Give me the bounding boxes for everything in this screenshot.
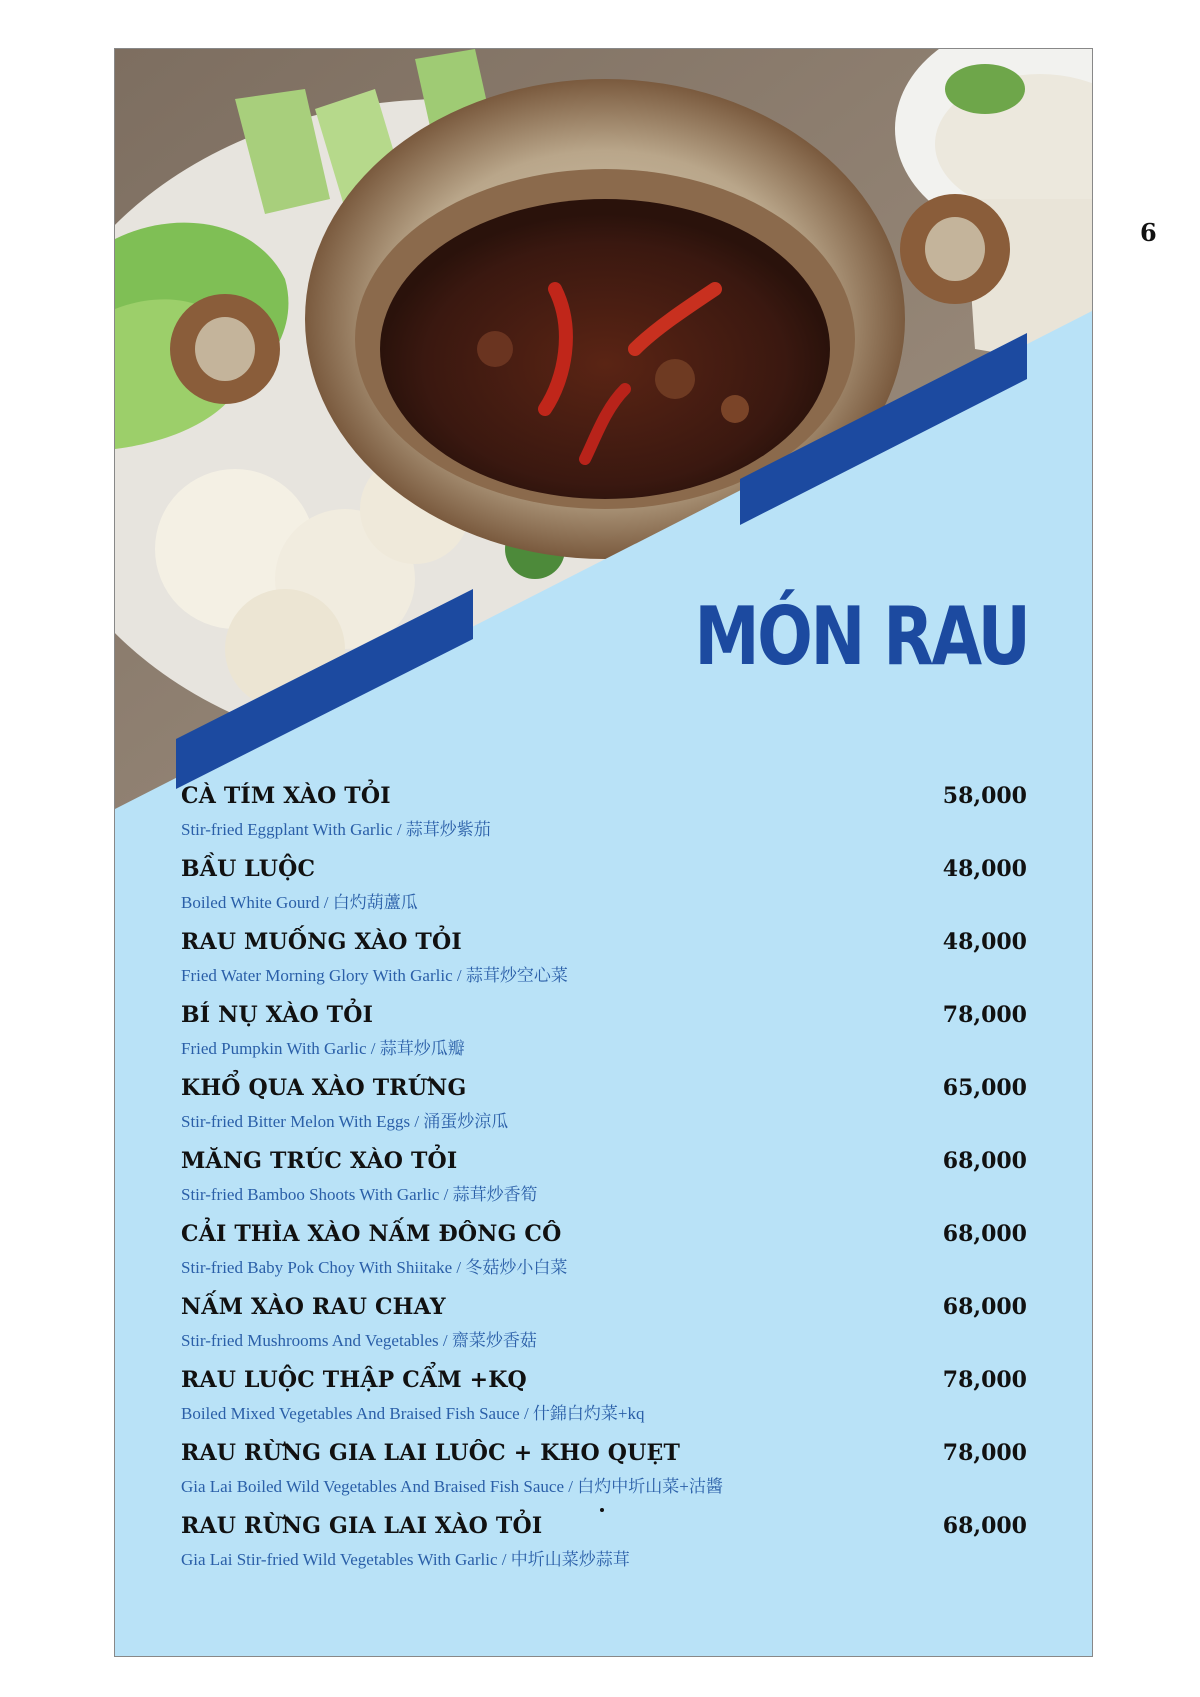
dish-price: 48,000 <box>942 856 1027 882</box>
section-title: MÓN RAU <box>693 590 1028 683</box>
dish-price: 68,000 <box>942 1513 1027 1539</box>
menu-item <box>181 1440 1027 1513</box>
menu-item <box>181 1075 1027 1148</box>
menu-card <box>114 48 1093 1657</box>
dish-name: BÍ NỤ XÀO TỎI <box>181 1002 374 1028</box>
menu-item <box>181 856 1027 929</box>
page-number: 6 <box>1140 218 1157 247</box>
menu-item <box>181 1513 1027 1586</box>
dish-name: BẦU LUỘC <box>181 856 316 882</box>
dish-description: Stir-fried Bamboo Shoots With Garlic / 蒜茸炒香筍 <box>181 1185 538 1204</box>
menu-item <box>181 1294 1027 1367</box>
menu-item <box>181 929 1027 1002</box>
dish-name: RAU RỪNG GIA LAI LUÔC + KHO QUẸT <box>181 1440 681 1466</box>
dish-price: 68,000 <box>942 1148 1027 1174</box>
dish-price: 78,000 <box>942 1440 1027 1466</box>
dish-name: RAU LUỘC THẬP CẨM +KQ <box>181 1367 527 1393</box>
dish-name: CẢI THÌA XÀO NẤM ĐÔNG CÔ <box>181 1221 562 1247</box>
dish-price: 78,000 <box>942 1367 1027 1393</box>
dish-description: Gia Lai Boiled Wild Vegetables And Braised Fish Sauce / 白灼中圻山菜+沽醬 <box>181 1477 723 1496</box>
dish-name: RAU RỪNG GIA LAI XÀO TỎI <box>181 1513 543 1539</box>
dish-price: 58,000 <box>942 783 1027 809</box>
dish-description: Boiled Mixed Vegetables And Braised Fish Sauce / 什錦白灼菜+kq <box>181 1404 645 1423</box>
dish-description: Gia Lai Stir-fried Wild Vegetables With Garlic / 中圻山菜炒蒜茸 <box>181 1550 630 1569</box>
menu-item <box>181 1221 1027 1294</box>
dish-name: KHỔ QUA XÀO TRỨNG <box>181 1075 467 1101</box>
menu-item <box>181 1148 1027 1221</box>
dish-name: NẤM XÀO RAU CHAY <box>181 1294 446 1320</box>
menu-list <box>181 783 1027 1586</box>
menu-item <box>181 1367 1027 1440</box>
dish-price: 68,000 <box>942 1221 1027 1247</box>
dish-description: Stir-fried Mushrooms And Vegetables / 齋菜炒香菇 <box>181 1331 537 1350</box>
dish-description: Boiled White Gourd / 白灼葫蘆瓜 <box>181 893 418 912</box>
dish-price: 48,000 <box>942 929 1027 955</box>
dish-price: 65,000 <box>942 1075 1027 1101</box>
menu-item <box>181 783 1027 856</box>
dish-name: MĂNG TRÚC XÀO TỎI <box>181 1148 458 1174</box>
dish-description: Stir-fried Baby Pok Choy With Shiitake / 冬菇炒小白菜 <box>181 1258 568 1277</box>
dish-description: Fried Pumpkin With Garlic / 蒜茸炒瓜瓣 <box>181 1039 465 1058</box>
stray-dot <box>600 1508 604 1512</box>
dish-description: Fried Water Morning Glory With Garlic / 蒜茸炒空心菜 <box>181 966 568 985</box>
dish-name: CÀ TÍM XÀO TỎI <box>181 783 391 809</box>
dish-description: Stir-fried Eggplant With Garlic / 蒜茸炒紫茄 <box>181 820 491 839</box>
menu-item <box>181 1002 1027 1075</box>
dish-price: 68,000 <box>942 1294 1027 1320</box>
dish-price: 78,000 <box>942 1002 1027 1028</box>
dish-description: Stir-fried Bitter Melon With Eggs / 涌蛋炒涼瓜 <box>181 1112 509 1131</box>
dish-name: RAU MUỐNG XÀO TỎI <box>181 929 462 955</box>
